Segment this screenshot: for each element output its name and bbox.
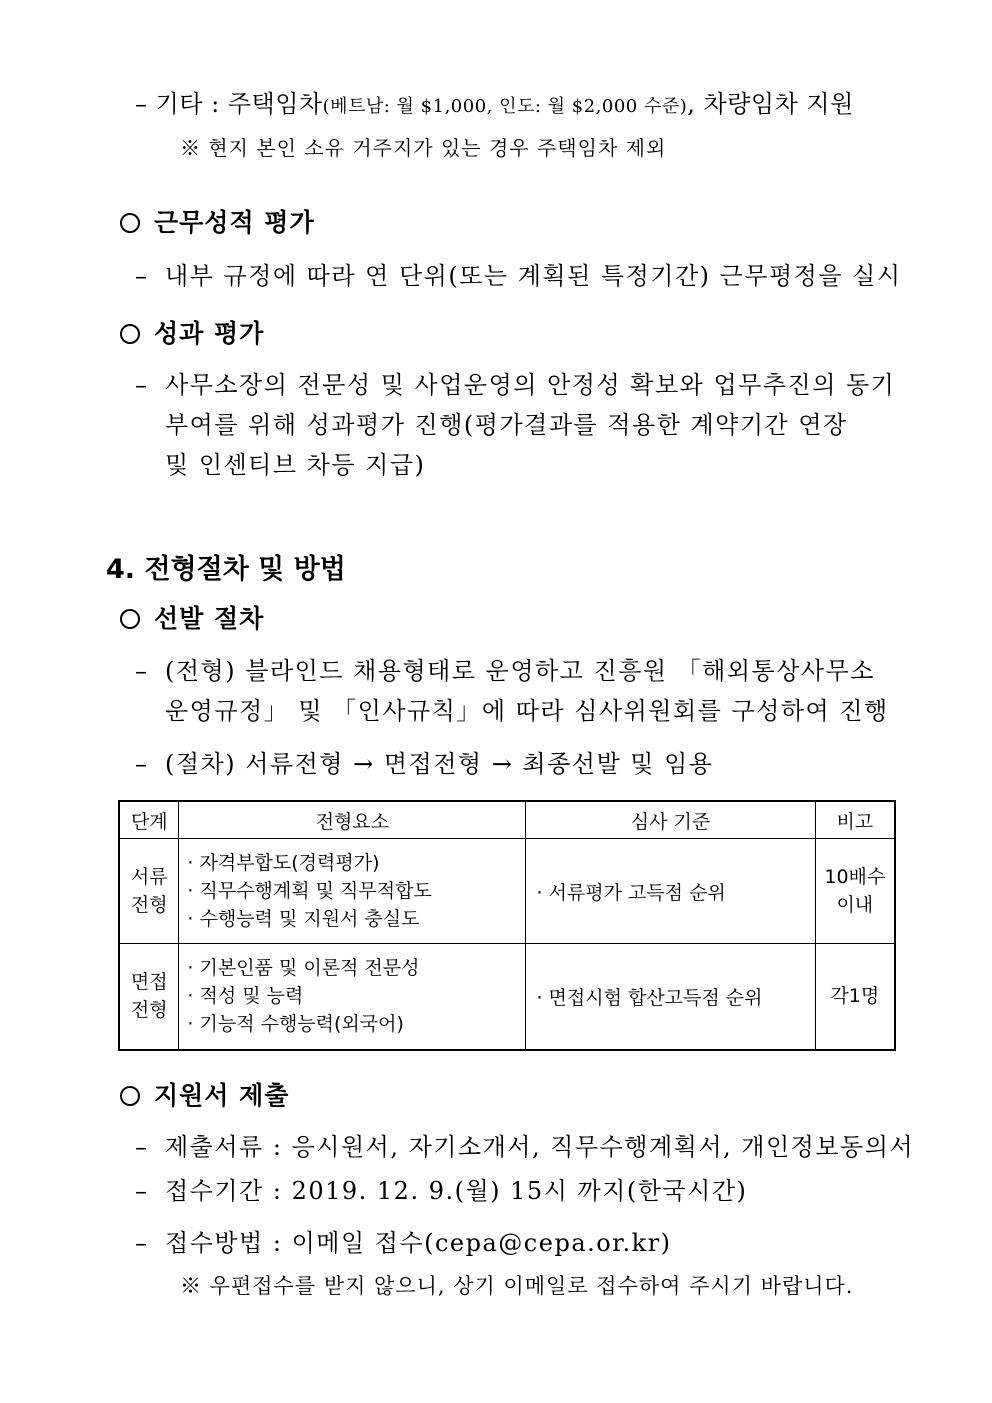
table-cell-note [815, 839, 895, 944]
performance-eval-text: 내부 규정에 따라 연 단위(또는 계획된 특정기간) 근무평정을 실시 [165, 262, 902, 290]
application-heading [120, 1076, 289, 1112]
table-cell-stage [119, 839, 179, 944]
benefits-other-prefix: – 기타 : 주택임차 [135, 90, 323, 118]
selection-heading [120, 599, 264, 635]
results-eval-heading-text: 성과 평가 [154, 319, 265, 348]
application-period-line [135, 1171, 747, 1206]
note-text: 각1명 [830, 985, 880, 1008]
element-item: · 직무수행계획 및 직무적합도 [187, 880, 432, 902]
circle-bullet-icon [120, 324, 140, 344]
table-header-stage: 단계 [119, 801, 179, 839]
application-note: ※ 우편접수를 받지 않으니, 상기 이메일로 접수하여 주시기 바랍니다. [180, 1274, 854, 1298]
table-cell-criteria: · 면접시험 합산고득점 순위 [526, 944, 815, 1050]
table-header-criteria: 심사 기준 [526, 801, 815, 839]
dash-bullet-icon: – [135, 371, 149, 399]
results-eval-line-3: 및 인센티브 차등 지급) [165, 451, 426, 479]
note-text: 10배수 [824, 866, 886, 888]
stage-text: 전형 [130, 999, 168, 1022]
note-text: 이내 [836, 894, 874, 916]
stage-text: 서류 [130, 866, 168, 888]
results-eval-line-1 [135, 365, 895, 400]
selection-type-line-1 [135, 651, 875, 686]
circle-bullet-icon [120, 1086, 140, 1106]
dash-bullet-icon: – [135, 1229, 149, 1257]
stage-text: 면접 [130, 971, 168, 994]
selection-procedure-text: (절차) 서류전형 → 면접전형 → 최종선발 및 임용 [165, 750, 714, 778]
table-row [119, 944, 895, 1050]
performance-eval-heading [120, 203, 315, 239]
dash-bullet-icon: – [135, 657, 149, 685]
benefits-other-paren: (베트남: 월 $1,000, 인도: 월 $2,000 수준) [322, 96, 688, 117]
table-cell-criteria: · 서류평가 고득점 순위 [526, 839, 815, 944]
element-item: · 수행능력 및 지원서 충실도 [187, 908, 420, 930]
section-4-title: 4. 전형절차 및 방법 [106, 554, 346, 585]
application-documents-line [135, 1127, 914, 1162]
selection-type-text-1: (전형) 블라인드 채용형태로 운영하고 진흥원 「해외통상사무소 [165, 657, 875, 685]
performance-eval-line [135, 256, 902, 291]
table-header-elements: 전형요소 [179, 801, 526, 839]
selection-type-line-2: 운영규정」 및 「인사규칙」에 따라 심사위원회를 구성하여 진행 [165, 697, 889, 725]
application-heading-text: 지원서 제출 [154, 1081, 290, 1110]
circle-bullet-icon [120, 609, 140, 629]
circle-bullet-icon [120, 213, 140, 233]
selection-table [118, 800, 896, 1051]
selection-heading-text: 선발 절차 [154, 604, 265, 633]
selection-procedure-line [135, 744, 713, 779]
table-cell-elements [179, 839, 526, 944]
element-item: · 자격부합도(경력평가) [187, 852, 380, 874]
table-row [119, 839, 895, 944]
table-cell-elements [179, 944, 526, 1050]
application-documents-text: 제출서류 : 응시원서, 자기소개서, 직무수행계획서, 개인정보동의서 [165, 1133, 915, 1161]
results-eval-heading [120, 314, 264, 350]
benefits-other-line [135, 84, 854, 119]
application-method-text: 접수방법 : 이메일 접수(cepa@cepa.or.kr) [165, 1229, 672, 1257]
element-item: · 적성 및 능력 [187, 985, 304, 1008]
application-method-line [135, 1223, 672, 1258]
dash-bullet-icon: – [135, 262, 149, 290]
application-period-text: 접수기간 : 2019. 12. 9.(월) 15시 까지(한국시간) [165, 1177, 748, 1205]
element-item: · 기능적 수행능력(외국어) [187, 1013, 404, 1036]
table-header-note: 비고 [815, 801, 895, 839]
benefits-note: ※ 현지 본인 소유 거주지가 있는 경우 주택임차 제외 [180, 136, 667, 160]
table-cell-note [815, 944, 895, 1050]
benefits-other-suffix: , 차량임차 지원 [687, 90, 854, 118]
table-cell-stage [119, 944, 179, 1050]
table-header-row [119, 801, 895, 839]
performance-eval-heading-text: 근무성적 평가 [154, 208, 315, 237]
dash-bullet-icon: – [135, 1177, 149, 1205]
results-eval-text-1: 사무소장의 전문성 및 사업운영의 안정성 확보와 업무추진의 동기 [165, 371, 896, 399]
stage-text: 전형 [130, 894, 168, 916]
dash-bullet-icon: – [135, 750, 149, 778]
results-eval-line-2: 부여를 위해 성과평가 진행(평가결과를 적용한 계약기간 연장 [165, 411, 848, 439]
dash-bullet-icon: – [135, 1133, 149, 1161]
element-item: · 기본인품 및 이론적 전문성 [187, 957, 420, 980]
